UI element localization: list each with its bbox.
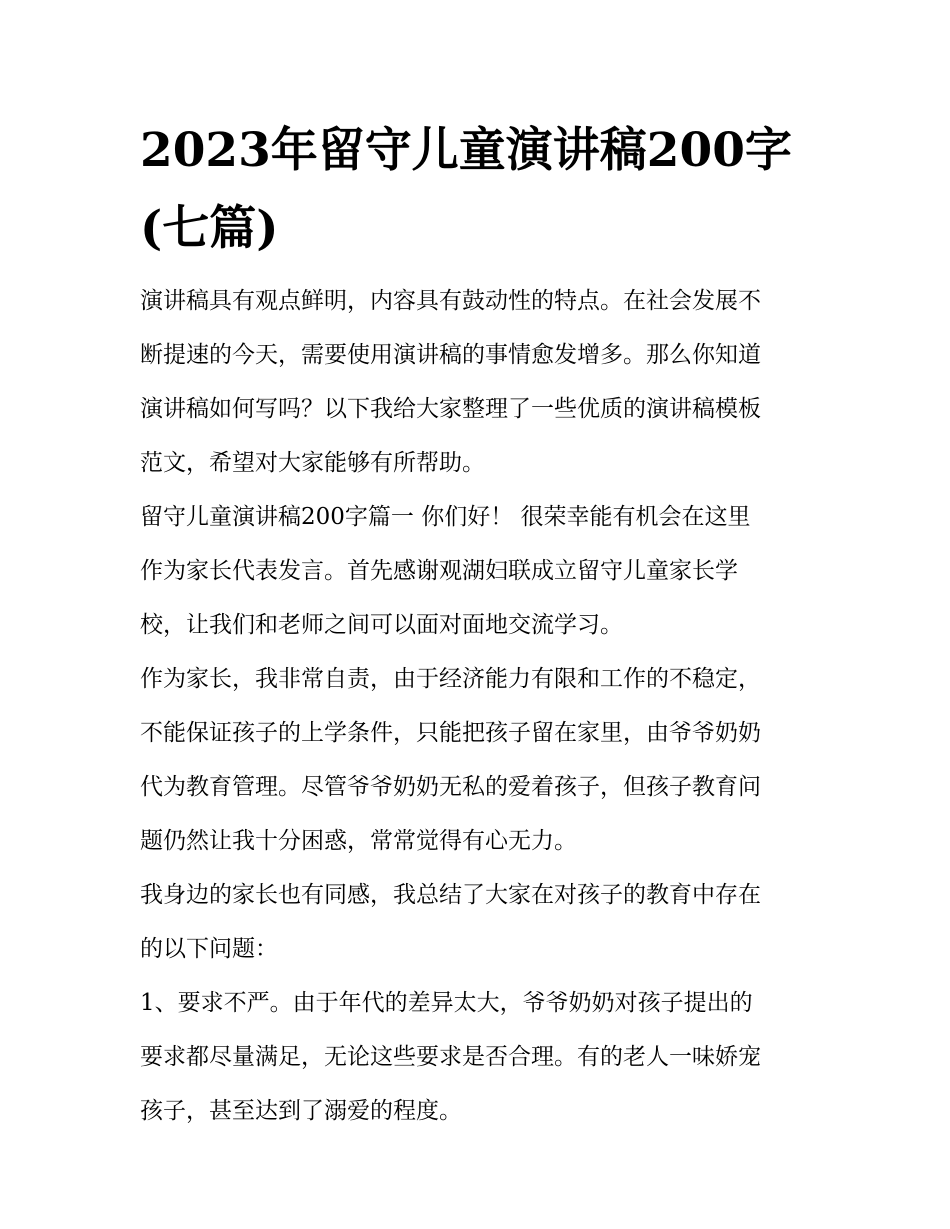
text-line: 校，让我们和老师之间可以面对面地交流学习。 [140,612,623,638]
text-line: 留守儿童演讲稿200字篇一 你们好！ 很荣幸能有机会在这里 [140,504,751,530]
parent-reflection-paragraph [140,652,815,868]
text-line: 的以下问题： [140,936,278,962]
document-body [140,112,815,1138]
text-line: 代为教育管理。尽管爷爷奶奶无私的爱着孩子，但孩子教育问 [140,774,761,800]
text-line: 演讲稿如何写吗？以下我给大家整理了一些优质的演讲稿模板 [140,396,761,422]
text-line: 不能保证孩子的上学条件，只能把孩子留在家里，由爷爷奶奶 [140,720,761,746]
text-line: 范文，希望对大家能够有所帮助。 [140,450,485,476]
text-line: 断提速的今天，需要使用演讲稿的事情愈发增多。那么你知道 [140,342,761,368]
problem-item-1 [140,976,815,1138]
text-line: 孩子，甚至达到了溺爱的程度。 [140,1098,462,1124]
text-line: 1、要求不严。由于年代的差异太大，爷爷奶奶对孩子提出的 [140,990,753,1016]
intro-paragraph [140,274,815,490]
title-line: (七篇) [140,201,279,256]
page-title [140,112,815,268]
text-line: 要求都尽量满足，无论这些要求是否合理。有的老人一味娇宠 [140,1044,761,1070]
text-line: 演讲稿具有观点鲜明，内容具有鼓动性的特点。在社会发展不 [140,288,761,314]
speech-opening-paragraph [140,490,815,652]
text-line: 作为家长，我非常自责，由于经济能力有限和工作的不稳定， [140,666,761,692]
text-line: 题仍然让我十分困惑，常常觉得有心无力。 [140,828,577,854]
text-line: 我身边的家长也有同感，我总结了大家在对孩子的教育中存在 [140,882,761,908]
text-line: 作为家长代表发言。首先感谢观湖妇联成立留守儿童家长学 [140,558,738,584]
title-block [140,112,815,268]
problems-intro-paragraph [140,868,815,976]
title-line: 2023年留守儿童演讲稿200字 [140,123,792,178]
